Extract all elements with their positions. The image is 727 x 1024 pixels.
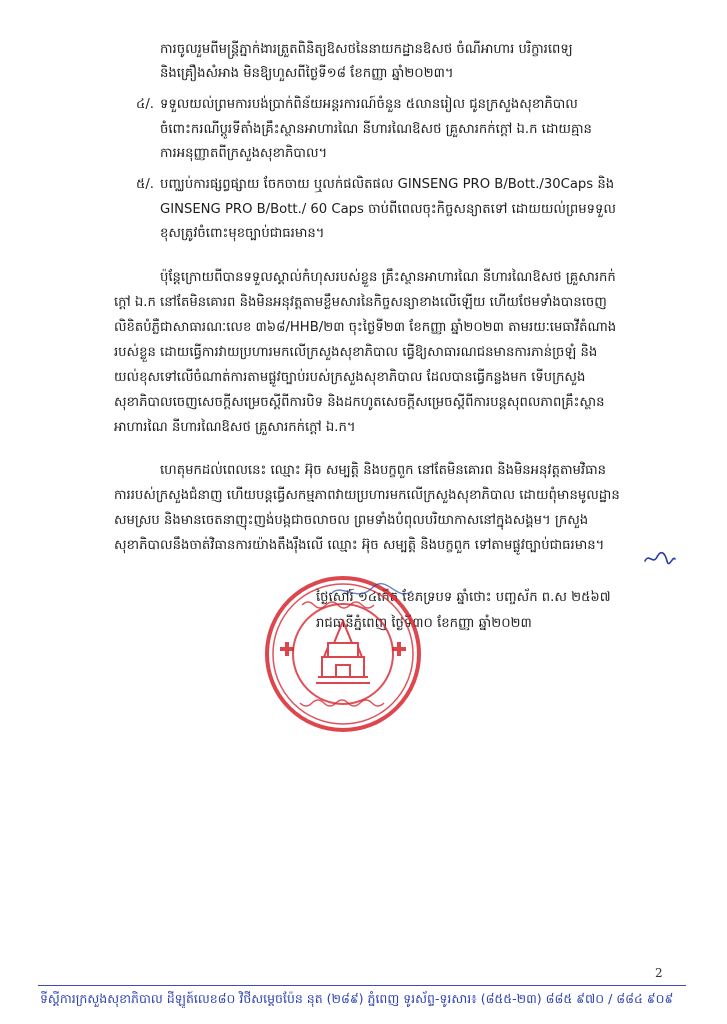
item-5-line-2: GINSENG PRO B/Bott./ 60 Caps ចាប់ពីពេលចុះកិច្ចសន្យាតទៅ ដោយយល់ព្រមទទួល	[160, 202, 616, 217]
paragraph-2-line-4: របស់ខ្លួន ដោយធ្វើការវាយប្រហារមកលើក្រសួងសុខាភិបាល ធ្វើឱ្យសាធារណជនមានការភាន់ច្រឡំ និង	[114, 345, 598, 360]
lunar-date: ថ្ងៃសៅរ៍ ១៤កើត ខែភទ្របទ ឆ្នាំថោះ បញ្ចស័ក ព.ស ២៥៦៧	[316, 590, 611, 605]
paragraph-2-line-2: ក្តៅ ឯ.ក នៅតែមិនគោរព និងមិនអនុវត្តតាមខ្លឹមសារនៃកិច្ចសន្យាខាងលើឡើយ ហើយថែមទាំងបានចេញ	[114, 295, 607, 310]
solar-date: រាជធានីភ្នំពេញ ថ្ងៃទី៣០ ខែកញ្ញា ឆ្នាំ២០២៣	[316, 616, 532, 631]
item-4-number: ៤/.	[136, 97, 154, 112]
paragraph-2-line-7: អាហារណៃ នីហារណៃឱសថ គ្រួសារកក់ក្តៅ ឯ.ក។	[114, 420, 356, 435]
intro-line-2: និងគ្រឿងសំអាង មិនឱ្យហួសពីថ្ងៃទី១៨ ខែកញ្ញា ឆ្នាំ២០២៣។	[160, 66, 454, 81]
paragraph-2-line-5: យល់ខុសទៅលើចំណាត់ការតាមផ្លូវច្បាប់របស់ក្រសួងសុខាភិបាល ដែលបានធ្វើកន្លងមក ទើបក្រសួង	[114, 370, 586, 385]
item-4-line-1: ទទួលយល់ព្រមការបង់ប្រាក់ពិន័យអន្តរការណ៍ចំនួន ៥លានរៀល ជូនក្រសួងសុខាភិបាល	[160, 97, 578, 112]
paragraph-2-line-1: ប៉ុន្តែក្រោយពីបានទទួលស្គាល់កំហុសរបស់ខ្លួន គ្រឹះស្ថានអាហារណៃ នីហារណៃឱសថ គ្រួសារកក់	[160, 270, 616, 285]
item-4-line-2: ចំពោះករណីប្តូរទីតាំងគ្រឹះស្ថានអាហារណៃ នីហារណៃឱសថ គ្រួសារកក់ក្តៅ ឯ.ក ដោយគ្មាន	[160, 122, 592, 137]
paragraph-3-line-3: សមស្រប និងមានចេតនាញុះញង់បង្កជាចលាចល ព្រមទាំងបំពុលបរិយាកាសនៅក្នុងសង្គម។ ក្រសួង	[114, 513, 589, 528]
intro-line-1: ការចូលរួមពីមន្ត្រីភ្នាក់ងារត្រួតពិនិត្យឱសថនៃនាយកដ្ឋានឱសថ ចំណីអាហារ បរិក្ខារពេទ្យ	[160, 42, 573, 57]
item-5-number: ៥/.	[136, 177, 154, 192]
paragraph-3-line-1: ហេតុមកដល់ពេលនេះ ឈ្មោះ អ៊ុច សម្បត្តិ និងបក្ខពួក នៅតែមិនគោរព និងមិនអនុវត្តតាមវិធាន	[160, 463, 607, 478]
item-5-line-3: ខុសត្រូវចំពោះមុខច្បាប់ជាធរមាន។	[160, 226, 325, 241]
item-4-line-3: ការអនុញ្ញាតពីក្រសួងសុខាភិបាល។	[160, 146, 328, 161]
paragraph-2-line-6: សុខាភិបាលចេញសេចក្តីសម្រេចស្តីពីការបិទ និងដកហូតសេចក្តីសម្រេចស្តីពីការបន្តសុពលភាពគ្រឹះស្ថាន	[114, 395, 605, 410]
handwritten-initial	[643, 549, 677, 569]
footer-address: ទីស្តីការក្រសួងសុខាភិបាល ដីឡូត៍លេខ៨០ វិថីសម្តេចប៉ែន នុត (២៨៩) ភ្នំពេញ ទូរស័ព្ទ-ទូរសារ៖ (៨៥៥-២៣) ៨៨៥ ៩៧០ / ៨៨៤ ៩០៩	[40, 991, 674, 1006]
paragraph-3-line-2: ការរបស់ក្រសួងជំនាញ ហើយបន្តធ្វើសកម្មភាពវាយប្រហារមកលើក្រសួងសុខាភិបាល ដោយពុំមានមូលដ្ឋាន	[114, 488, 620, 503]
page-number: 2	[655, 966, 663, 980]
paragraph-2-line-3: លិខិតបំភ្លឺជាសាធារណៈលេខ ៣៦៨/HHB/២៣ ចុះថ្ងៃទី២៣ ខែកញ្ញា ឆ្នាំ២០២៣ តាមរយៈមេធាវីតំណាង	[114, 320, 617, 335]
paragraph-3-line-4: សុខាភិបាលនឹងចាត់វិធានការយ៉ាងតឹងរ៉ឹងលើ ឈ្មោះ អ៊ុច សម្បត្តិ និងបក្ខពួក ទៅតាមផ្លូវច្បាប់ជាធរមាន។	[114, 538, 605, 553]
ministry-seal-stamp	[262, 573, 424, 735]
item-5-line-1: បញ្ឈប់ការផ្សព្វផ្សាយ ចែកចាយ ឬលក់ផលិតផល GINSENG PRO B/Bott./30Caps និង	[160, 177, 615, 192]
footer-divider	[38, 985, 686, 986]
